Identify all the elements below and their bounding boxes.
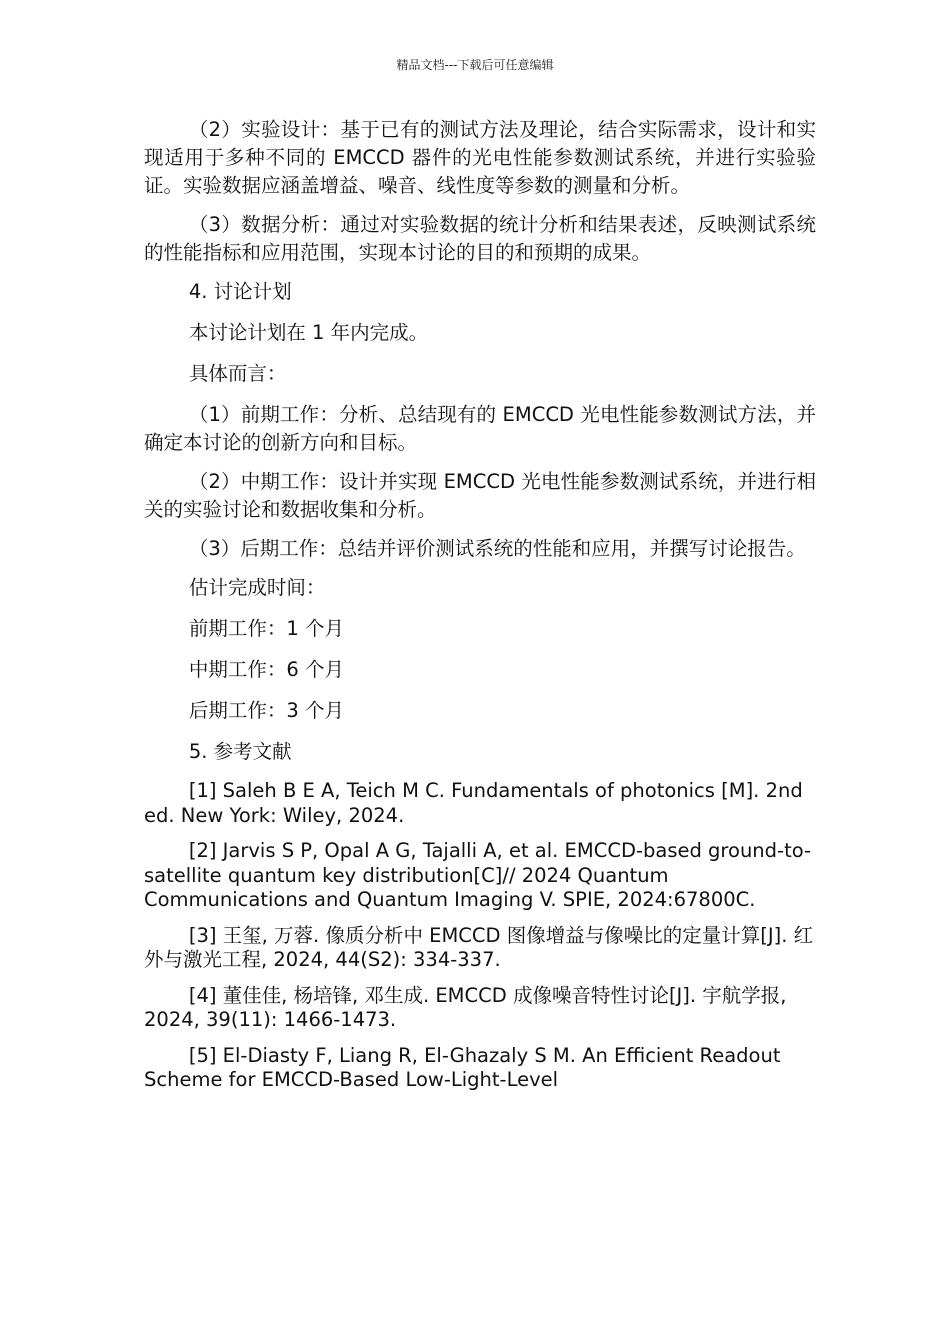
paragraph-plan-duration: 本讨论计划在 1 年内完成。 [188,321,429,344]
paragraph-middle-stage: （2）中期工作：设计并实现 EMCCD 光电性能参数测试系统，并进行相关的实验讨论和数据收集和分析。 [144,470,816,521]
document-body [144,116,816,1104]
reference-item: [2] Jarvis S P, Opal A G, Tajalli A, et al. EMCCD-based ground-to-satellite quantum key distribution[C]// 2024 Quantum Communications and Quantum Imaging V. SPIE, 2024:67800C. [144,839,812,911]
paragraph-early-stage: （1）前期工作：分析、总结现有的 EMCCD 光电性能参数测试方法，并确定本讨论的创新方向和目标。 [144,403,816,454]
paragraph-data-analysis: （3）数据分析：通过对实验数据的统计分析和结果表述，反映测试系统的性能指标和应用范围，实现本讨论的目的和预期的成果。 [144,213,816,264]
page-header: 精品文档---下载后可任意编辑 [396,58,554,72]
reference-item: [3] 王玺, 万蓉. 像质分析中 EMCCD 图像增益与像噪比的定量计算[J]. 红外与激光工程, 2024, 44(S2): 334-337. [144,923,814,971]
section-heading-plan: 4. 讨论计划 [188,280,292,303]
paragraph-middle-duration: 中期工作：6 个月 [188,658,344,681]
reference-item: [1] Saleh B E A, Teich M C. Fundamentals of photonics [M]. 2nd ed. New York: Wiley, 2024. [144,779,803,827]
paragraph-estimated-time: 估计完成时间： [188,576,326,599]
paragraph-early-duration: 前期工作：1 个月 [188,617,344,640]
paragraph-experiment-design: （2）实验设计：基于已有的测试方法及理论，结合实际需求，设计和实现适用于多种不同的 EMCCD 器件的光电性能参数测试系统，并进行实验验证。实验数据应涵盖增益、噪音、线性度等参数的测量和分析。 [144,118,816,197]
reference-item: [4] 董佳佳, 杨培锋, 邓生成. EMCCD 成像噪音特性讨论[J]. 宇航学报, 2024, 39(11): 1466-1473. [144,983,787,1031]
paragraph-late-stage: （3）后期工作：总结并评价测试系统的性能和应用，并撰写讨论报告。 [188,537,806,560]
section-heading-references: 5. 参考文献 [188,740,292,763]
paragraph-late-duration: 后期工作：3 个月 [188,699,344,722]
reference-item: [5] El-Diasty F, Liang R, El-Ghazaly S M. An Efficient Readout Scheme for EMCCD-Based Low-Light-Level [144,1043,781,1091]
paragraph-specifics: 具体而言： [188,362,287,385]
